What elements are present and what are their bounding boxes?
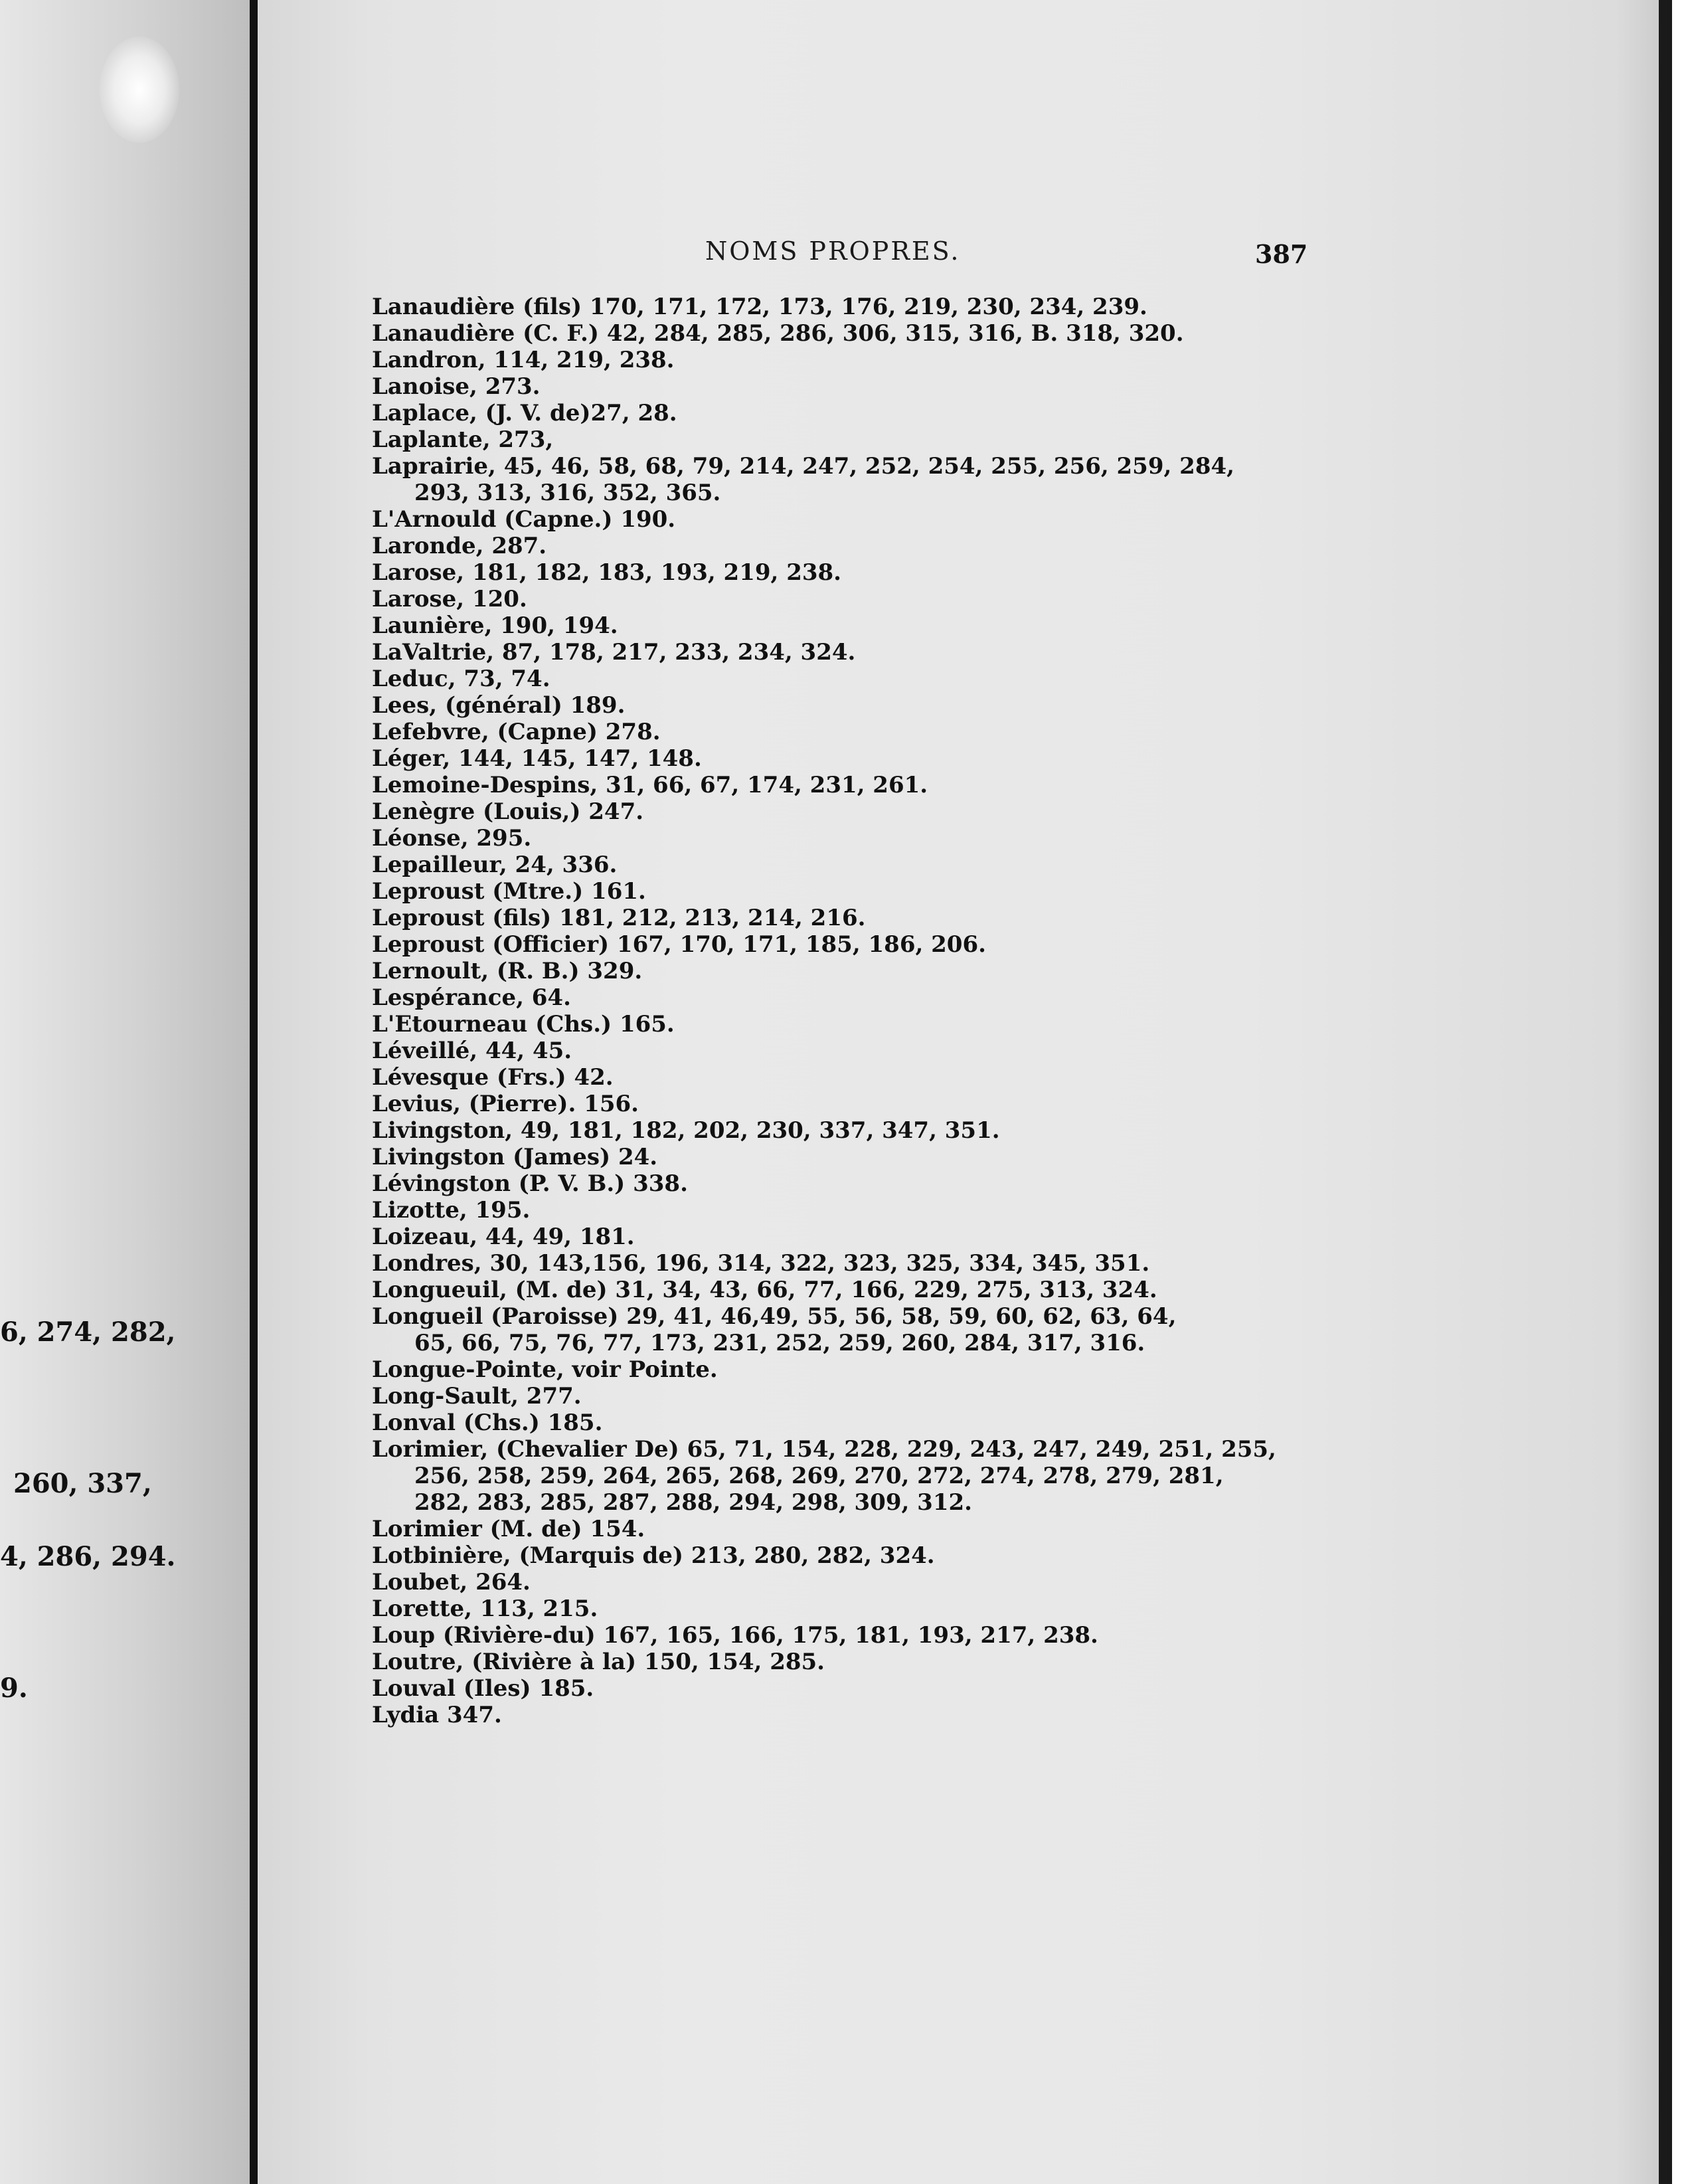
index-entry-text: Leproust (Mtre.) 161. — [372, 878, 646, 905]
index-entry — [372, 1622, 1315, 1649]
index-entry — [372, 400, 1315, 426]
running-head: NOMS PROPRES. — [705, 236, 961, 266]
index-entry — [372, 639, 1315, 666]
index-entry — [372, 1569, 1315, 1595]
index-entry — [372, 294, 1315, 320]
index-entry — [372, 347, 1315, 373]
index-entry-text: Livingston (James) 24. — [372, 1144, 658, 1170]
index-entry-text: Lemoine-Despins, 31, 66, 67, 174, 231, 261. — [372, 772, 928, 798]
index-entry-text: Lefebvre, (Capne) 278. — [372, 719, 661, 745]
index-entry — [372, 533, 1315, 559]
index-entry — [372, 1702, 1315, 1728]
index-entry-text: Laplante, 273, — [372, 426, 554, 453]
index-entry — [372, 506, 1315, 533]
index-entry — [372, 666, 1315, 692]
index-entry-text: Loizeau, 44, 49, 181. — [372, 1224, 635, 1250]
index-entry-text: Lévingston (P. V. B.) 338. — [372, 1170, 688, 1197]
index-entry — [372, 453, 1315, 506]
index-entry — [372, 1649, 1315, 1675]
index-entry-text: Longue-Pointe, voir Pointe. — [372, 1356, 718, 1383]
index-entry-text: Lernoult, (R. B.) 329. — [372, 958, 643, 984]
index-entry-text: Loubet, 264. — [372, 1569, 531, 1595]
page-edge-shadow — [1659, 0, 1672, 2184]
binding-edge — [250, 0, 258, 2184]
index-entry — [372, 1091, 1315, 1117]
index-entry — [372, 1356, 1315, 1383]
index-entry — [372, 373, 1315, 400]
index-entry — [372, 1170, 1315, 1197]
page-number: 387 — [1255, 239, 1308, 269]
index-entry-text: Larose, 181, 182, 183, 193, 219, 238. — [372, 559, 842, 586]
index-entry — [372, 958, 1315, 984]
index-entry — [372, 825, 1315, 852]
index-entry — [372, 1224, 1315, 1250]
bleed-line: 260, 337, — [13, 1468, 152, 1499]
index-entry-text: Léveillé, 44, 45. — [372, 1038, 572, 1064]
index-entry — [372, 798, 1315, 825]
index-entry — [372, 1117, 1315, 1144]
index-entry — [372, 878, 1315, 905]
index-list — [372, 294, 1315, 1728]
index-entry — [372, 1595, 1315, 1622]
index-entry-text: Lepailleur, 24, 336. — [372, 852, 618, 878]
index-entry-text: Landron, 114, 219, 238. — [372, 347, 675, 373]
index-entry — [372, 984, 1315, 1011]
index-entry-text: Laronde, 287. — [372, 533, 547, 559]
index-entry-text: L'Arnould (Capne.) 190. — [372, 506, 676, 533]
bleed-line: 6, 274, 282, — [0, 1317, 176, 1348]
index-entry — [372, 1064, 1315, 1091]
index-entry-text: Larose, 120. — [372, 586, 527, 612]
index-entry — [372, 931, 1315, 958]
index-entry — [372, 692, 1315, 719]
index-entry-text: Lotbinière, (Marquis de) 213, 280, 282, 324. — [372, 1542, 935, 1569]
index-entry-text: Longueuil, (M. de) 31, 34, 43, 66, 77, 166, 229, 275, 313, 324. — [372, 1277, 1157, 1303]
previous-page-edge — [0, 0, 250, 2184]
index-entry-text: Launière, 190, 194. — [372, 612, 618, 639]
index-entry — [372, 852, 1315, 878]
bleed-line: 4, 286, 294. — [0, 1541, 176, 1572]
index-entry — [372, 1410, 1315, 1436]
index-entry-text: Lanaudière (fils) 170, 171, 172, 173, 176, 219, 230, 234, 239. — [372, 294, 1147, 320]
index-entry — [372, 1277, 1315, 1303]
index-entry — [372, 426, 1315, 453]
index-entry — [372, 1303, 1315, 1356]
index-entry — [372, 745, 1315, 772]
index-entry-text: Levius, (Pierre). 156. — [372, 1091, 639, 1117]
index-entry-text: Long-Sault, 277. — [372, 1383, 582, 1410]
index-entry-text: Lonval (Chs.) 185. — [372, 1410, 603, 1436]
index-entry-text: Lévesque (Frs.) 42. — [372, 1064, 614, 1091]
index-entry — [372, 1197, 1315, 1224]
index-entry-continuation: 256, 258, 259, 264, 265, 268, 269, 270, 272, 274, 278, 279, 281, — [414, 1463, 1224, 1489]
index-entry — [372, 905, 1315, 931]
index-entry — [372, 772, 1315, 798]
index-entry-text: Lees, (général) 189. — [372, 692, 626, 719]
index-entry — [372, 1675, 1315, 1702]
index-entry — [372, 1250, 1315, 1277]
index-entry-text: Leproust (fils) 181, 212, 213, 214, 216. — [372, 905, 866, 931]
index-entry — [372, 1011, 1315, 1038]
index-entry-continuation: 282, 283, 285, 287, 288, 294, 298, 309, 312. — [414, 1489, 972, 1516]
index-entry-text: Léonse, 295. — [372, 825, 532, 852]
index-entry-text: Louval (Iles) 185. — [372, 1675, 594, 1702]
index-entry-text: Lespérance, 64. — [372, 984, 571, 1011]
index-entry-text: Lizotte, 195. — [372, 1197, 531, 1224]
index-entry — [372, 1383, 1315, 1410]
index-entry — [372, 719, 1315, 745]
index-entry-text: Lanaudière (C. F.) 42, 284, 285, 286, 306, 315, 316, B. 318, 320. — [372, 320, 1184, 347]
index-entry — [372, 586, 1315, 612]
bleed-line: 9. — [0, 1673, 28, 1704]
index-entry-text: L'Etourneau (Chs.) 165. — [372, 1011, 675, 1038]
index-entry-continuation: 65, 66, 75, 76, 77, 173, 231, 252, 259, 260, 284, 317, 316. — [414, 1330, 1145, 1356]
index-entry-text: Lorimier, (Chevalier De) 65, 71, 154, 228, 229, 243, 247, 249, 251, 255, — [372, 1436, 1276, 1463]
index-entry-text: Longueil (Paroisse) 29, 41, 46,49, 55, 56, 58, 59, 60, 62, 63, 64, — [372, 1303, 1177, 1330]
index-entry-text: Leproust (Officier) 167, 170, 171, 185, 186, 206. — [372, 931, 986, 958]
index-entry-text: LaValtrie, 87, 178, 217, 233, 234, 324. — [372, 639, 856, 666]
index-entry — [372, 1516, 1315, 1542]
index-entry-text: Laprairie, 45, 46, 58, 68, 79, 214, 247, 252, 254, 255, 256, 259, 284, — [372, 453, 1234, 480]
index-entry-continuation: 293, 313, 316, 352, 365. — [414, 480, 721, 506]
index-entry-text: Lorette, 113, 215. — [372, 1595, 598, 1622]
index-entry — [372, 1542, 1315, 1569]
index-entry-text: Londres, 30, 143,156, 196, 314, 322, 323, 325, 334, 345, 351. — [372, 1250, 1150, 1277]
index-entry — [372, 1144, 1315, 1170]
index-entry — [372, 612, 1315, 639]
index-entry-text: Loutre, (Rivière à la) 150, 154, 285. — [372, 1649, 825, 1675]
index-entry-text: Laplace, (J. V. de)27, 28. — [372, 400, 677, 426]
index-entry-text: Lorimier (M. de) 154. — [372, 1516, 645, 1542]
index-entry-text: Lenègre (Louis,) 247. — [372, 798, 644, 825]
index-entry-text: Livingston, 49, 181, 182, 202, 230, 337, 347, 351. — [372, 1117, 1000, 1144]
index-entry — [372, 320, 1315, 347]
index-entry-text: Loup (Rivière-du) 167, 165, 166, 175, 181, 193, 217, 238. — [372, 1622, 1098, 1649]
index-entry — [372, 559, 1315, 586]
index-entry-text: Leduc, 73, 74. — [372, 666, 550, 692]
index-entry-text: Lanoise, 273. — [372, 373, 541, 400]
index-entry — [372, 1038, 1315, 1064]
index-entry-text: Léger, 144, 145, 147, 148. — [372, 745, 702, 772]
index-entry — [372, 1436, 1315, 1516]
index-entry-text: Lydia 347. — [372, 1702, 502, 1728]
